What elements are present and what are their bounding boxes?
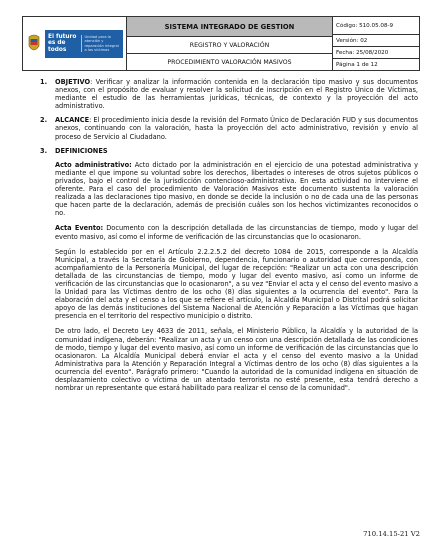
header-metadata [333, 17, 419, 70]
section-title: DEFINICIONES [55, 146, 108, 155]
document-header [22, 16, 420, 71]
paragraph-decreto-4633: De otro lado, el Decreto Ley 4633 de 2011, señala, el Ministerio Público, la Alcaldía y la autoridad de la comunidad indígena, deberán: "Realizar un acta y un censo con una descripción detallada de las condiciones de modo, tiempo y lugar del evento masivo, así como un informe de verificación de las circunstancias que lo ocasionaron. La Alcaldía Municipal deberá enviar el acta y el censo del evento masivo a la Unidad Administrativa para la Atención y Reparación Integral a Víctimas dentro de los ocho (8) días siguientes a la ocurrencia del evento". Parágrafo primero: "Cuando la autoridad de la comunidad indígena en situación de desplazamiento colectivo o víctima de un atentado terrorista no esté presente, esta tendrá derecho a nombrar un representante que estará habilitado para realizar el censo de la comunidad". [55, 327, 418, 393]
section-text: : El procedimiento inicia desde la revisión del Formato Único de Declaración FUD y sus documentos anexos, continuando con la valoración, hasta la proyección del acto administrativo, revisión y envío al proceso de Servicio al Ciudadano. [55, 116, 418, 141]
section-title: ALCANCE [55, 116, 90, 125]
page-number: Página 1 de 12 [336, 61, 378, 68]
definition-text: Acto dictado por la administración en el ejercicio de una potestad administrativa y mediante el que impone su voluntad sobre los derechos, libertades o intereses de otros sujetos públicos o privados, bajo el control de la jurisdicción contencioso-administrativa. En esta actividad no interviene el oferente. Para el caso del procedimiento de Valoración Masivos este documento sustenta la valoración realizada a las declaraciones tipo masivo, en donde se decide la inclusión o no de cada una de las personas que hacen parte de la declaración, además de precisión cuáles son los hechos victimizantes reconocidos o no. [55, 160, 418, 218]
section-alcance [40, 116, 418, 140]
logo-main-text: El futuro es de todos [48, 34, 77, 53]
definition-acto-administrativo [55, 161, 418, 218]
document-date: Fecha: 25/08/2020 [333, 47, 419, 59]
section-number: 1. [40, 78, 48, 86]
paragraph-decreto-1084: Según lo establecido por en el Artículo 2.2.2.5.2 del decreto 1084 de 2015, corresponde a la Alcaldía Municipal, a través la Secretaría de Gobierno, dependencia, funcionario o autoridad que corresponda, con acompañamiento de la Personería Municipal, del lugar de recepción: "Realizar un acta con una descripción detallada de las circunstancias de tiempo, modo y lugar del evento masivo, así como un informe de verificación de las circunstancias que lo ocasionaron", a su vez "Enviar el acta y el censo del evento masivo a la Unidad para las Víctimas dentro de los ocho (8) días siguientes a la ocurrencia del evento". Para la elaboración del acta y el censo a los que se refiere el artículo, la Alcaldía Municipal o Distrital podrá solicitar apoyo de las demás instituciones del Sistema Nacional de Atención y Reparación a las Víctimas que hagan presencia en el territorio del respectivo municipio o distrito. [55, 247, 418, 321]
logo-sub-text: Unidad para la atención y reparación integral a las víctimas [81, 35, 120, 52]
document-body [40, 78, 418, 399]
system-title: SISTEMA INTEGRADO DE GESTION [127, 17, 332, 37]
definition-acta-evento [55, 224, 418, 240]
coat-of-arms-icon [27, 33, 41, 55]
definition-term: Acta Evento: [55, 224, 104, 233]
header-center [127, 17, 333, 70]
document-version: Versión: 02 [333, 35, 419, 47]
unidad-victimas-logo [45, 30, 123, 58]
definition-term: Acto administrativo: [55, 160, 132, 169]
section-number: 3. [40, 146, 48, 155]
section-title: OBJETIVO [55, 78, 91, 86]
header-logo-cell [23, 17, 127, 70]
process-name: REGISTRO Y VALORACIÓN [127, 37, 332, 54]
procedure-name: PROCEDIMIENTO VALORACIÓN MASIVOS [167, 58, 292, 66]
section-objetivo [40, 78, 418, 110]
document-code: Código: 510.05.08-9 [333, 17, 419, 35]
definition-text: Documento con la descripción detallada de las circunstancias de tiempo, modo y lugar del evento masivo, así como el informe de verificación de las circunstancias que lo ocasionaron. [55, 224, 418, 241]
section-definiciones [40, 147, 418, 155]
footer-document-code: 710.14.15-21 V2 [363, 530, 420, 538]
section-number: 2. [40, 116, 48, 125]
section-text: : Verificar y analizar la información contenida en la declaración tipo masivo y sus documentos anexos, con el propósito de evaluar y resolver la solicitud de inscripción en el Registro Único de Víctimas, mediante el estudio de las herramientas jurídicas, técnicas, de contexto y la proyección del acto administrativo. [55, 78, 418, 111]
